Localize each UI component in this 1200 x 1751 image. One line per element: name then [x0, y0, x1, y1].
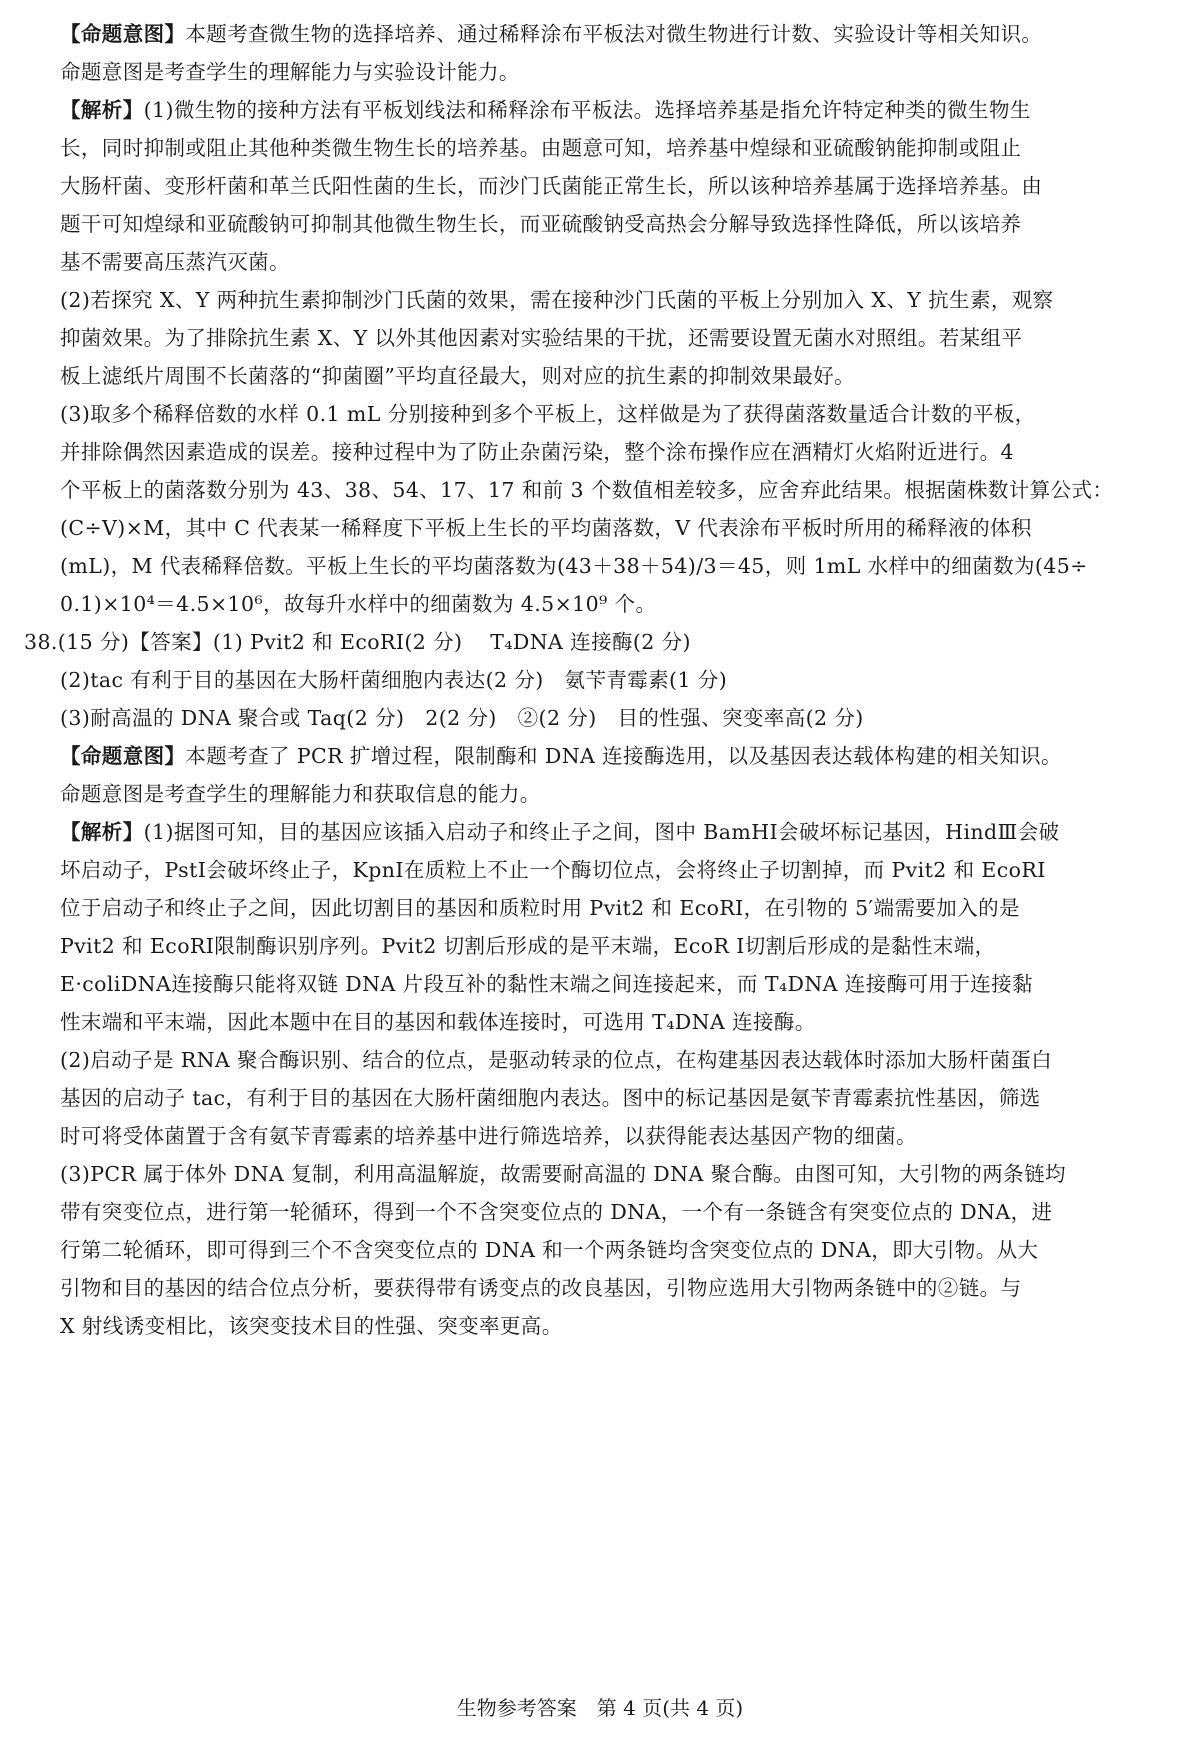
- text-line: [60, 15, 1170, 53]
- text-line: [60, 357, 1170, 395]
- text-line: [60, 53, 1170, 91]
- line-text: 个平板上的菌落数分别为 43、38、54、17、17 和前 3 个数值相差较多，应舍弃此结果。根据菌株数计算公式：: [60, 478, 1114, 502]
- line-text: (2)启动子是 RNA 聚合酶识别、结合的位点，是驱动转录的位点，在构建基因表达载体时添加大肠杆菌蛋白: [60, 1048, 1053, 1072]
- line-text: (2)若探究 X、Y 两种抗生素抑制沙门氏菌的效果，需在接种沙门氏菌的平板上分别加入 X、Y 抗生素，观察: [60, 288, 1054, 312]
- line-text: 38.(15 分)【答案】(1) Pvit2 和 EcoRⅠ(2 分) T₄DNA 连接酶(2 分): [24, 630, 691, 654]
- line-text: (3)耐高温的 DNA 聚合或 Taq(2 分) 2(2 分) ②(2 分) 目的性强、突变率高(2 分): [60, 706, 864, 730]
- line-text: (3)PCR 属于体外 DNA 复制，利用高温解旋，故需要耐高温的 DNA 聚合酶。由图可知，大引物的两条链均: [60, 1162, 1066, 1186]
- text-line: [60, 775, 1170, 813]
- line-text: 基不需要高压蒸汽灭菌。: [60, 250, 290, 274]
- text-line: [60, 167, 1170, 205]
- line-text: 性末端和平末端，因此本题中在目的基因和载体连接时，可选用 T₄DNA 连接酶。: [60, 1010, 816, 1034]
- line-text: Pvit2 和 EcoRⅠ限制酶识别序列。Pvit2 切割后形成的是平末端，EcoR Ⅰ切割后形成的是黏性末端，: [60, 934, 996, 958]
- text-line: [60, 1117, 1170, 1155]
- text-line: [60, 1307, 1170, 1345]
- text-line: [60, 319, 1170, 357]
- text-line: [60, 91, 1170, 129]
- section-tag: 【命题意图】: [60, 22, 186, 46]
- line-text: 题干可知煌绿和亚硫酸钠可抑制其他微生物生长，而亚硫酸钠受高热会分解导致选择性降低，所以该培养: [60, 212, 1022, 236]
- line-text: 本题考查了 PCR 扩增过程，限制酶和 DNA 连接酶选用，以及基因表达载体构建的相关知识。: [185, 744, 1062, 768]
- line-text: 命题意图是考查学生的理解能力和获取信息的能力。: [60, 782, 541, 806]
- line-text: (2)tac 有利于目的基因在大肠杆菌细胞内表达(2 分) 氨苄青霉素(1 分): [60, 668, 728, 692]
- text-line: [60, 661, 1170, 699]
- text-line: [60, 471, 1170, 509]
- line-text: (3)取多个稀释倍数的水样 0.1 mL 分别接种到多个平板上，这样做是为了获得菌落数量适合计数的平板，: [60, 402, 1036, 426]
- text-line: [60, 1003, 1170, 1041]
- line-text: (1)据图可知，目的基因应该插入启动子和终止子之间，图中 BamHⅠ会破坏标记基因，HindⅢ会破: [143, 820, 1060, 844]
- line-text: 并排除偶然因素造成的误差。接种过程中为了防止杂菌污染，整个涂布操作应在酒精灯火焰附近进行。4: [60, 440, 1014, 464]
- line-text: (C÷V)×M，其中 C 代表某一稀释度下平板上生长的平均菌落数，V 代表涂布平板时所用的稀释液的体积: [60, 516, 1032, 540]
- text-line: [60, 1193, 1170, 1231]
- line-text: 时可将受体菌置于含有氨苄青霉素的培养基中进行筛选培养，以获得能表达基因产物的细菌。: [60, 1124, 917, 1148]
- line-text: 坏启动子，PstⅠ会破坏终止子，KpnⅠ在质粒上不止一个酶切位点，会将终止子切割掉，而 Pvit2 和 EcoRⅠ: [60, 858, 1046, 882]
- text-line: [60, 433, 1170, 471]
- line-text: 大肠杆菌、变形杆菌和革兰氏阳性菌的生长，而沙门氏菌能正常生长，所以该种培养基属于选择培养基。由: [60, 174, 1043, 198]
- line-text: 命题意图是考查学生的理解能力与实验设计能力。: [60, 60, 520, 84]
- text-line: [60, 927, 1170, 965]
- line-text: 行第二轮循环，即可得到三个不含突变位点的 DNA 和一个两条链均含突变位点的 DNA，即大引物。从大: [60, 1238, 1039, 1262]
- text-line: [60, 1079, 1170, 1117]
- line-text: 抑菌效果。为了排除抗生素 X、Y 以外其他因素对实验结果的干扰，还需要设置无菌水对照组。若某组平: [60, 326, 1023, 350]
- text-line: [60, 205, 1170, 243]
- line-text: 0.1)×10⁴＝4.5×10⁶，故每升水样中的细菌数为 4.5×10⁹ 个。: [60, 592, 657, 616]
- text-line: [60, 129, 1170, 167]
- text-line: [60, 547, 1170, 585]
- section-tag: 【命题意图】: [60, 744, 186, 768]
- line-text: 带有突变位点，进行第一轮循环，得到一个不含突变位点的 DNA，一个有一条链含有突变位点的 DNA，进: [60, 1200, 1053, 1224]
- line-text: (1)微生物的接种方法有平板划线法和稀释涂布平板法。选择培养基是指允许特定种类的微生物生: [143, 98, 1031, 122]
- line-text: 长，同时抑制或阻止其他种类微生物生长的培养基。由题意可知，培养基中煌绿和亚硫酸钠能抑制或阻止: [60, 136, 1022, 160]
- text-line: [24, 623, 1134, 661]
- line-text: X 射线诱变相比，该突变技术目的性强、突变率更高。: [60, 1314, 563, 1338]
- line-text: 位于启动子和终止子之间，因此切割目的基因和质粒时用 Pvit2 和 EcoRⅠ，在引物的 5′端需要加入的是: [60, 896, 1020, 920]
- line-text: 板上滤纸片周围不长菌落的“抑菌圈”平均直径最大，则对应的抗生素的抑制效果最好。: [60, 364, 856, 388]
- line-text: E·coliDNA连接酶只能将双链 DNA 片段互补的黏性末端之间连接起来，而 T₄DNA 连接酶可用于连接黏: [60, 972, 1033, 996]
- text-line: [60, 1041, 1170, 1079]
- text-line: [60, 699, 1170, 737]
- text-line: [60, 889, 1170, 927]
- line-text: 基因的启动子 tac，有利于目的基因在大肠杆菌细胞内表达。图中的标记基因是氨苄青霉素抗性基因，筛选: [60, 1086, 1041, 1110]
- line-text: (mL)，M 代表稀释倍数。平板上生长的平均菌落数为(43＋38＋54)/3＝45，则 1mL 水样中的细菌数为(45÷: [60, 554, 1088, 578]
- text-line: [60, 1269, 1170, 1307]
- text-line: [60, 281, 1170, 319]
- line-text: 本题考查微生物的选择培养、通过稀释涂布平板法对微生物进行计数、实验设计等相关知识。: [185, 22, 1043, 46]
- page-footer: 生物参考答案 第 4 页(共 4 页): [456, 1696, 744, 1720]
- text-line: [60, 509, 1170, 547]
- text-line: [60, 395, 1170, 433]
- text-line: [60, 813, 1170, 851]
- text-line: [60, 585, 1170, 623]
- section-tag: 【解析】: [60, 820, 144, 844]
- text-line: [60, 965, 1170, 1003]
- line-text: 引物和目的基因的结合位点分析，要获得带有诱变点的改良基因，引物应选用大引物两条链中的②链。与: [60, 1276, 1022, 1300]
- text-line: [60, 243, 1170, 281]
- text-line: [60, 1155, 1170, 1193]
- text-line: [60, 1231, 1170, 1269]
- section-tag: 【解析】: [60, 98, 144, 122]
- text-line: [60, 737, 1170, 775]
- text-line: [60, 851, 1170, 889]
